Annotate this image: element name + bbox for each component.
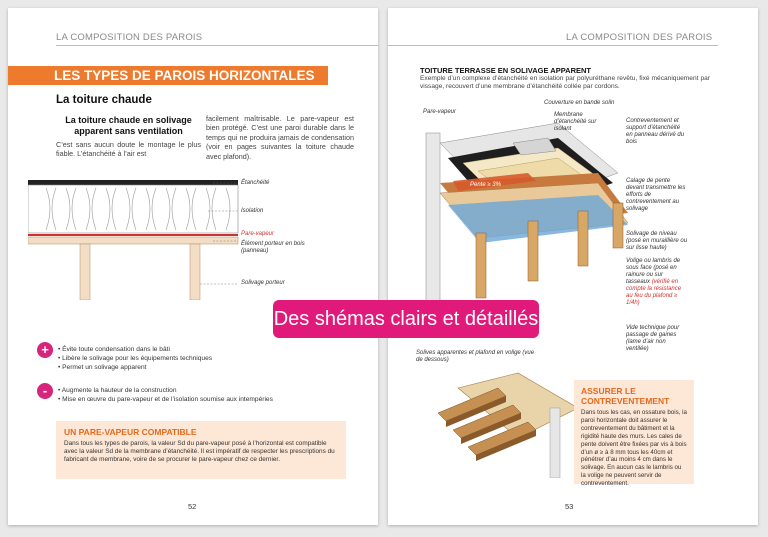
right-intro: Exemple d’un complexe d’étanchéité en isolation par polyuréthane revêtu, fixé mécaniquement par vissage, recouvert d’une membrane d’étanchéité collée par cordons. <box>420 75 710 91</box>
label-pare-vapeur: Pare-vapeur <box>241 231 275 237</box>
underside-diagram <box>428 368 578 478</box>
label-isolation: Isolation <box>241 208 264 214</box>
info-box-title: ASSURER LE CONTREVENTEMENT <box>581 386 670 406</box>
label-pare-vapeur: Pare-vapeur <box>423 109 457 115</box>
advantage-item: • Permet un solivage apparent <box>58 363 212 372</box>
paragraph-1: C’est sans aucun doute le montage le plus fiable. L’étanchéité à l’air est <box>56 140 201 159</box>
label-solives: Solives apparentes et plafond en volige (vue de dessous) <box>416 350 535 363</box>
info-box-pare-vapeur <box>56 421 346 479</box>
drawbacks-list <box>58 386 273 404</box>
minus-icon: - <box>37 383 53 399</box>
page-number: 53 <box>565 502 574 511</box>
label-membrane: Membrane d’étanchéité sur isolant <box>554 112 597 132</box>
drawback-item: • Augmente la hauteur de la construction <box>58 386 273 395</box>
label-calage: Calage de pente devant transmettre les efforts de contreventement au solivage <box>626 178 686 212</box>
label-contrevent: Contreventement et support d’étanchéité en panneau dérivé du bois <box>626 118 685 145</box>
header-rule <box>56 45 378 46</box>
drawback-item: • Mise en œuvre du pare-vapeur et de l’isolation soumise aux intempéries <box>58 395 273 404</box>
right-page <box>388 8 758 525</box>
section-banner: LES TYPES DE PAROIS HORIZONTALES <box>8 66 328 85</box>
label-voliges-note: (vérifié en compte la résistance au feu du plafond ≥ 1/4h) <box>626 279 682 306</box>
advantage-item: • Libère le solivage pour les équipements techniques <box>58 354 212 363</box>
right-title: TOITURE TERRASSE EN SOLIVAGE APPARENT <box>420 66 591 75</box>
section-title: La toiture chaude <box>56 94 152 106</box>
info-box-contreventement <box>574 380 694 488</box>
label-voliges <box>626 258 688 307</box>
label-couverture: Couverture en bande solin <box>544 100 615 106</box>
label-etancheite: Étanchéité <box>241 180 270 186</box>
roof-3d-diagram <box>418 103 638 303</box>
info-box-text: Dans tous les cas, en ossature bois, la paroi horizontale doit assurer le contreventement du bâtiment et la rigidité haute des murs. Les cales de pente doivent être fixées par vis à bois d’un ø ≥ à 8 mm tous les 40cm et pénétrer d’au moins 4 cm dans le solivage. En aucun cas le lambris ou la volige ne peuvent servir de contreventement. <box>581 409 687 488</box>
plus-icon: + <box>37 342 53 358</box>
promo-overlay-banner: Des shémas clairs et détaillés <box>273 300 539 338</box>
paragraph-2: facilement maîtrisable. Le pare-vapeur est bien protégé. C’est une paroi durable dans le temps qui ne produira jamais de condensation (voir en pages suivantes la toiture chaude avec plafond). <box>206 114 354 161</box>
roof-section-diagram <box>28 180 248 300</box>
sub-title: La toiture chaude en solivage apparent sans ventilation <box>65 115 192 136</box>
running-header: LA COMPOSITION DES PAROIS <box>56 32 203 43</box>
advantages-list <box>58 345 212 372</box>
running-header: LA COMPOSITION DES PAROIS <box>566 32 713 43</box>
advantage-item: • Évite toute condensation dans le bâti <box>58 345 212 354</box>
label-element-porteur: Élément porteur en bois (panneau) <box>241 241 305 254</box>
info-box-text: Dans tous les types de parois, la valeur Sd du pare-vapeur posé à l’horizontal est compatible avec la valeur Sd de la membrane d’étanchéité. Il est impératif de respecter les prescriptions du fabricant de membrane, voire de se procurer le pare-vapeur chez ce dernier. <box>64 440 335 464</box>
label-solivage-porteur: Solivage porteur <box>241 280 285 286</box>
pente-label: Pente ≥ 3% <box>470 182 501 188</box>
label-voliges-text: Volige ou lambris de sous face (posé en rainure ou sur tasseaux <box>626 258 681 285</box>
label-vide-technique: Vide technique pour passage de gaines (lame d’air non ventilée) <box>626 325 680 352</box>
left-page <box>8 8 378 525</box>
info-box-title: UN PARE-VAPEUR COMPATIBLE <box>64 427 197 437</box>
label-solivage: Solivage de niveau (posé en muraillière ou sur lisse haute) <box>626 231 688 251</box>
page-number: 52 <box>188 502 197 511</box>
header-rule <box>388 45 718 46</box>
